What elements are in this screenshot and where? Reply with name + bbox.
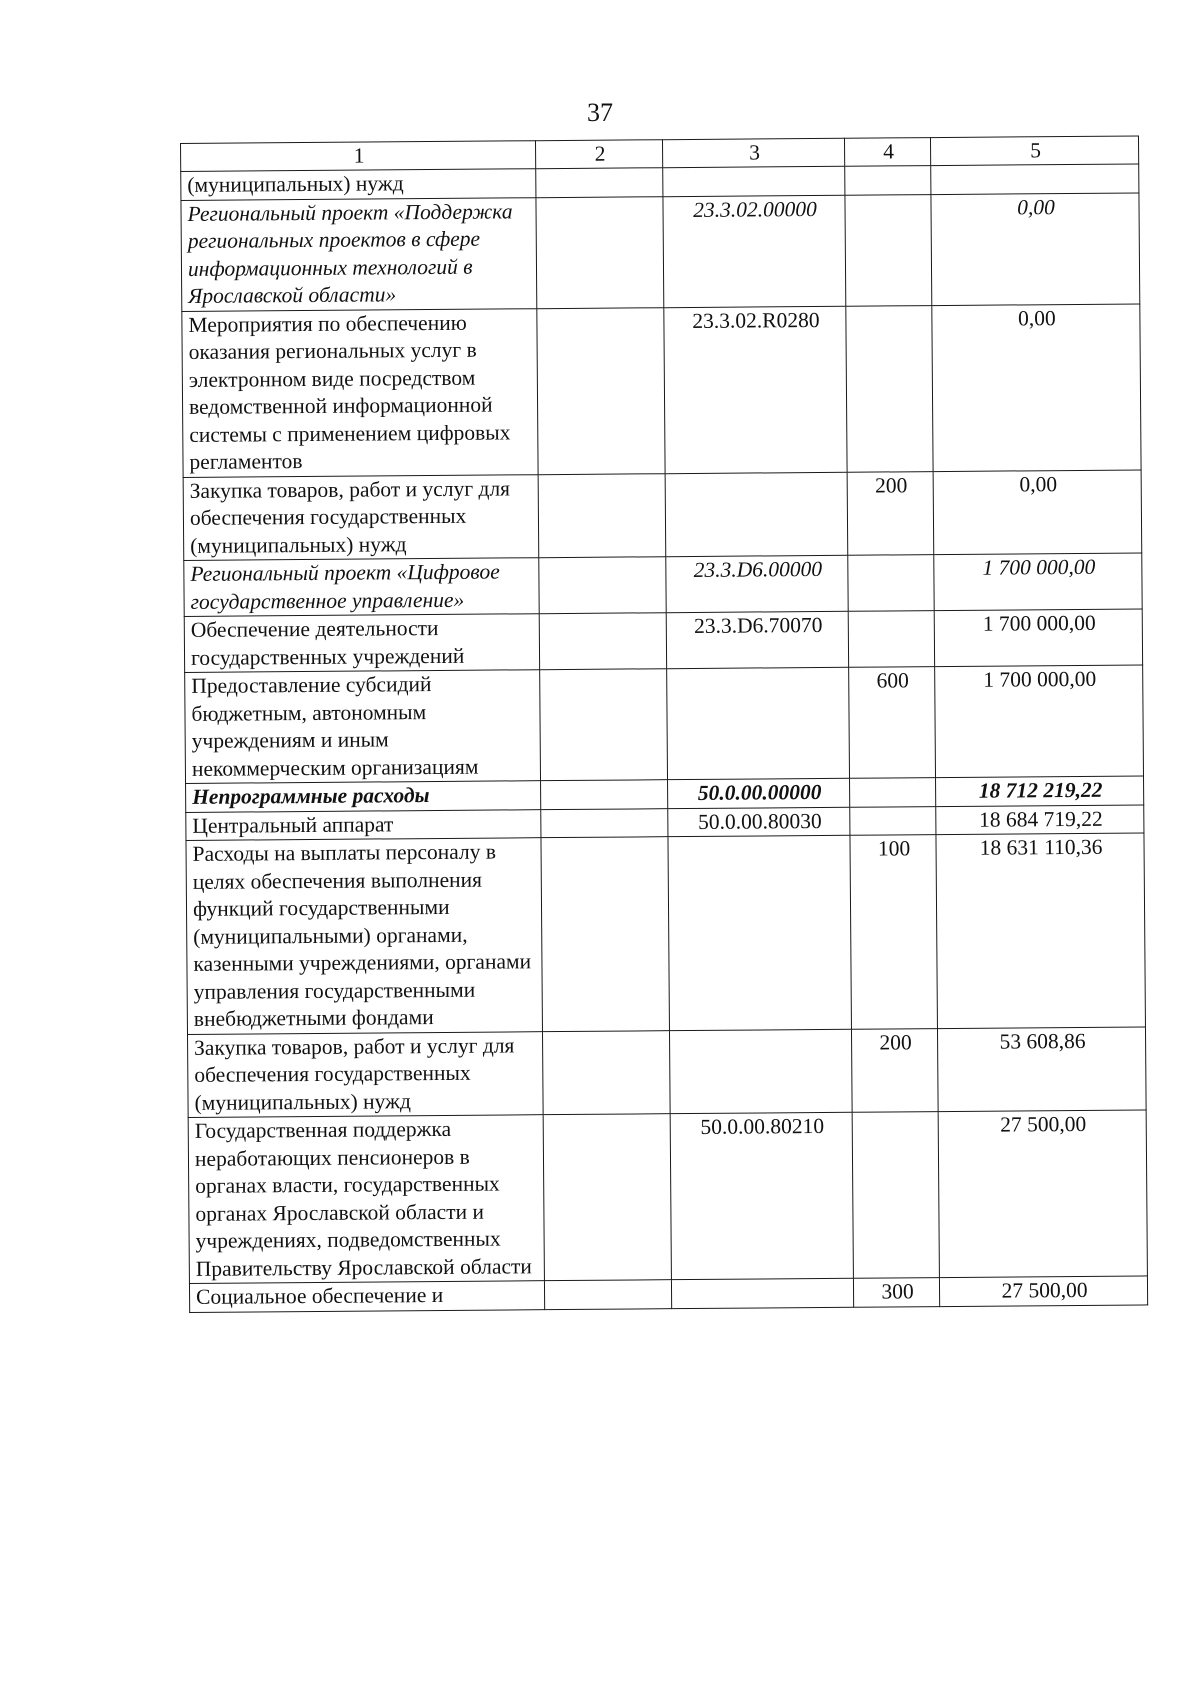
column-2-cell (541, 808, 668, 837)
expense-name-cell: Государственная поддержка неработающих пенсионеров в органах власти, государственных органах Ярославской области и учреждениях, подведомственных Правительству Ярославской области (188, 1115, 544, 1284)
expense-type-cell (846, 305, 933, 472)
target-code-cell (668, 835, 852, 1030)
column-header-3: 3 (662, 138, 844, 167)
target-code-cell (665, 472, 848, 557)
table-row (182, 303, 1141, 477)
expense-name-cell: Социальное обеспечение и (189, 1281, 544, 1312)
column-2-cell (536, 196, 664, 308)
target-code-cell (671, 1278, 853, 1308)
expense-name-cell: Непрограммные расходы (186, 781, 541, 812)
amount-cell: 0,00 (932, 303, 1141, 471)
table-row (184, 553, 1142, 617)
amount-cell: 1 700 000,00 (934, 553, 1142, 611)
table-row (184, 609, 1142, 673)
amount-cell: 0,00 (933, 469, 1142, 554)
expense-name-cell: Предоставление субсидий бюджетным, автономным учреждениям и иным некоммерческим организациям (185, 670, 541, 784)
target-code-cell: 23.3.02.00000 (663, 195, 846, 307)
expense-name-cell: Центральный аппарат (186, 809, 541, 840)
column-header-1: 1 (181, 141, 536, 172)
expense-type-cell (850, 778, 936, 807)
expense-type-cell: 600 (849, 667, 936, 779)
column-2-cell (539, 557, 666, 614)
target-code-cell: 23.3.D6.70070 (666, 611, 848, 668)
amount-cell: 53 608,86 (937, 1026, 1146, 1111)
column-2-cell (541, 780, 668, 809)
amount-cell: 27 500,00 (938, 1110, 1147, 1278)
column-2-cell (542, 1030, 670, 1114)
expense-type-cell (845, 194, 932, 306)
expense-name-cell: Закупка товаров, работ и услуг для обеспечения государственных (муниципальных) нужд (187, 1031, 543, 1117)
column-2-cell (543, 1114, 671, 1281)
target-code-cell (667, 667, 850, 779)
budget-table-body (181, 136, 1148, 1312)
expense-type-cell (848, 611, 934, 668)
table-row (185, 665, 1144, 784)
expense-name-cell: (муниципальных) нужд (181, 169, 536, 200)
expense-type-cell (850, 806, 936, 835)
expense-type-cell: 200 (851, 1028, 938, 1112)
expense-type-cell (848, 555, 934, 612)
expense-name-cell: Закупка товаров, работ и услуг для обеспечения государственных (муниципальных) нужд (183, 474, 539, 560)
expense-type-cell: 100 (850, 835, 938, 1029)
expense-name-cell: Обеспечение деятельности государственных учреждений (184, 614, 539, 673)
table-row (183, 469, 1142, 560)
amount-cell: 1 700 000,00 (934, 609, 1142, 667)
column-2-cell (539, 613, 666, 670)
expense-type-cell: 300 (853, 1278, 939, 1307)
column-2-cell (540, 669, 668, 781)
amount-cell: 18 712 219,22 (936, 776, 1144, 806)
expense-type-cell (852, 1112, 939, 1279)
column-header-2: 2 (535, 140, 662, 169)
budget-table (180, 135, 1148, 1312)
amount-cell: 18 684 719,22 (936, 804, 1144, 834)
column-2-cell (537, 307, 665, 474)
target-code-cell: 50.0.00.00000 (668, 778, 850, 808)
expense-name-cell: Мероприятия по обеспечению оказания региональных услуг в электронном виде посредством ведомственной информационной системы с применением цифровых регламентов (182, 308, 538, 477)
target-code-cell: 50.0.00.80210 (670, 1112, 853, 1279)
amount-cell (931, 164, 1139, 194)
column-header-4: 4 (844, 138, 930, 167)
target-code-cell: 50.0.00.80030 (668, 807, 850, 837)
amount-cell: 0,00 (931, 192, 1140, 305)
target-code-cell (669, 1029, 852, 1114)
table-row (188, 1110, 1147, 1284)
amount-cell: 18 631 110,36 (936, 833, 1146, 1028)
expense-type-cell (845, 166, 931, 195)
table-row (186, 833, 1145, 1034)
expense-name-cell: Региональный проект «Поддержка региональных проектов в сфере информационных технологий в Ярославской области» (181, 197, 537, 311)
target-code-cell (663, 166, 845, 196)
table-row (187, 1026, 1146, 1117)
expense-type-cell: 200 (847, 471, 934, 555)
expense-name-cell: Региональный проект «Цифровое государственное управление» (184, 558, 539, 617)
column-2-cell (536, 168, 663, 197)
amount-cell: 27 500,00 (939, 1276, 1147, 1306)
column-2-cell (541, 837, 670, 1031)
page-number: 37 (587, 98, 613, 127)
target-code-cell: 23.3.02.R0280 (664, 306, 847, 473)
target-code-cell: 23.3.D6.00000 (666, 555, 848, 612)
column-2-cell (544, 1280, 671, 1309)
column-2-cell (538, 473, 666, 557)
column-header-5: 5 (930, 136, 1138, 166)
amount-cell: 1 700 000,00 (935, 665, 1144, 778)
table-row (181, 192, 1140, 311)
expense-name-cell: Расходы на выплаты персоналу в целях обеспечения выполнения функций государственными (муниципальными) органами, казенными учреждениями, органами управления государственными внебюджетными фондами (186, 838, 543, 1034)
